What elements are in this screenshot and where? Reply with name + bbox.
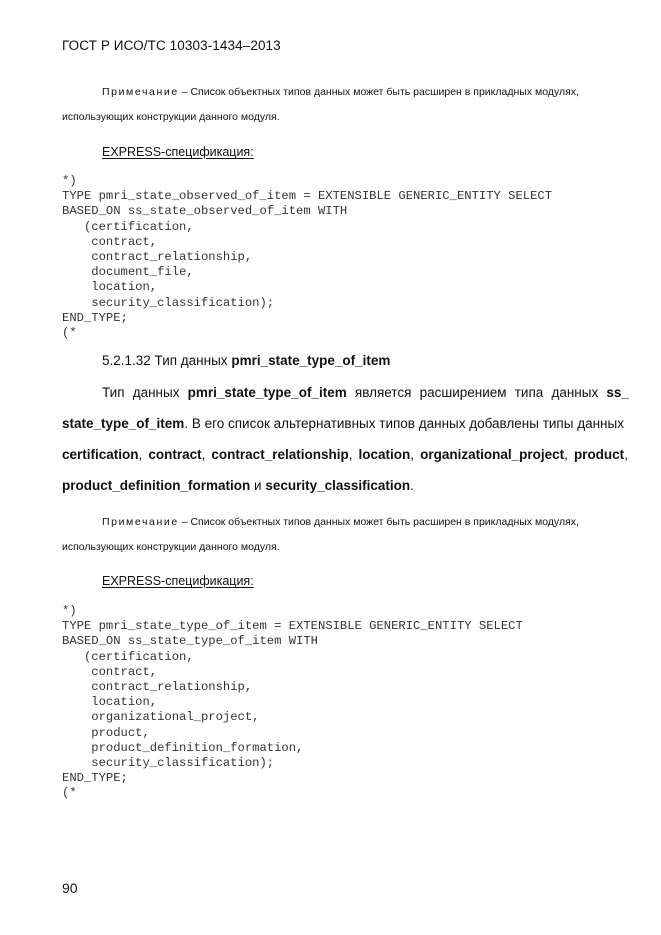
paragraph-line-1 — [102, 385, 629, 400]
word: типа — [514, 385, 544, 400]
note-1-text: – Список объектных типов данных может быть расширен в прикладных модулях, — [181, 86, 579, 98]
word: расширением — [419, 385, 507, 400]
note-1-label: Примечание — [102, 86, 179, 98]
note-2-continuation: использующих конструкции данного модуля. — [62, 541, 280, 553]
type-name-bold: certification — [62, 447, 139, 462]
word: является — [354, 385, 412, 400]
word: Тип — [102, 385, 125, 400]
paragraph-text: и — [254, 478, 262, 493]
note-2 — [102, 516, 579, 528]
paragraph-line-2 — [62, 416, 628, 431]
express-spec-label-2: EXPRESS-спецификация: — [102, 574, 254, 588]
type-name-bold: state_type_of_item — [62, 416, 185, 431]
type-name-bold: product — [573, 447, 625, 462]
page-number: 90 — [62, 880, 78, 896]
type-name-bold: location — [358, 447, 411, 462]
note-2-label: Примечание — [102, 516, 179, 528]
express-code-block-1: *) TYPE pmri_state_observed_of_item = EXTENSIBLE GENERIC_ENTITY SELECT BASED_ON ss_state_observed_of_item WITH (certification, contract, contract_relationship, document_file, location, security_classification); END_TYPE; (* — [62, 174, 553, 341]
type-name-bold: product_definition_formation — [62, 478, 251, 493]
page-header: ГОСТ Р ИСО/ТС 10303-1434–2013 — [62, 38, 281, 53]
note-1-continuation: использующих конструкции данного модуля. — [62, 111, 280, 123]
paragraph-text: . В его список альтернативных типов данных добавлены типы данных — [184, 416, 624, 431]
section-type-name: pmri_state_type_of_item — [231, 353, 391, 368]
type-name-bold: organizational_project — [420, 447, 565, 462]
section-heading — [102, 353, 390, 368]
note-2-text: – Список объектных типов данных может быть расширен в прикладных модулях, — [181, 516, 579, 528]
word: данных — [132, 385, 180, 400]
type-name-bold: contract — [148, 447, 202, 462]
type-name-bold: security_classification — [265, 478, 411, 493]
express-code-block-2: *) TYPE pmri_state_type_of_item = EXTENSIBLE GENERIC_ENTITY SELECT BASED_ON ss_state_type_of_item WITH (certification, contract, contract_relationship, location, organizational_project, product, product_definition_formation, security_classification); END_TYPE; (* — [62, 604, 523, 801]
word: данных — [551, 385, 599, 400]
type-name-bold: ss_ — [606, 385, 629, 400]
type-name-bold: contract_relationship — [211, 447, 349, 462]
express-spec-label-1: EXPRESS-спецификация: — [102, 145, 254, 159]
note-1 — [102, 86, 579, 98]
paragraph-line-4: product_definition_formation и security_classification . — [62, 478, 414, 493]
type-name-bold: pmri_state_type_of_item — [187, 385, 347, 400]
section-number: 5.2.1.32 Тип данных — [102, 353, 228, 368]
paragraph-line-3: certification, contract, contract_relationship, location, organizational_project, product, — [62, 447, 628, 462]
